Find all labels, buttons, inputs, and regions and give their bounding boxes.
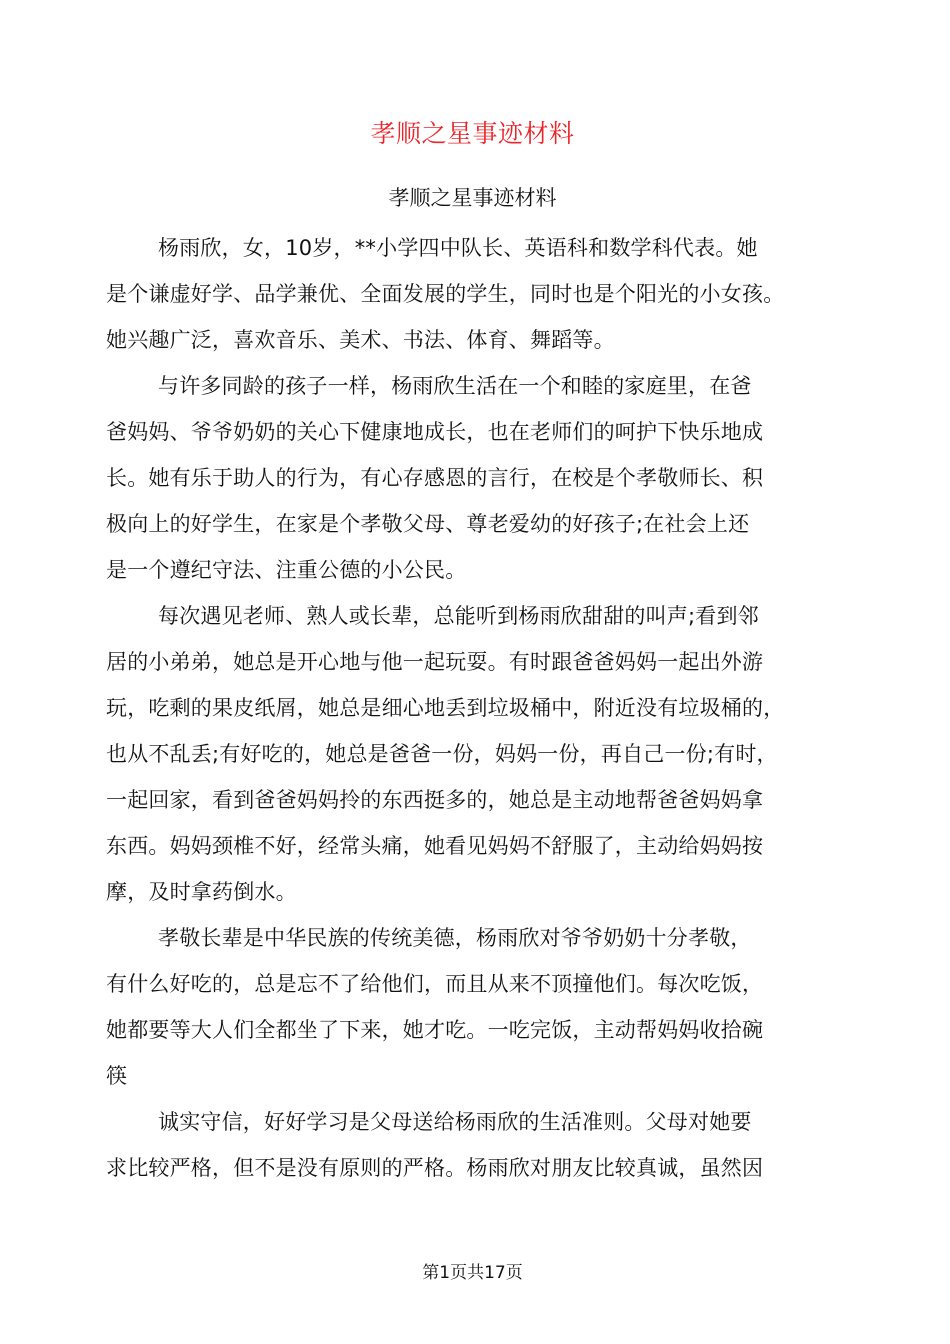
paragraph-line: 杨雨欣，女，10岁，**小学四中队长、英语科和数学科代表。她	[158, 236, 758, 260]
paragraph-line: 长。她有乐于助人的行为，有心存感恩的言行，在校是个孝敬师长、积	[106, 466, 764, 490]
document-body	[106, 225, 856, 1191]
paragraph-line: 极向上的好学生，在家是个孝敬父母、尊老爱幼的好孩子;在社会上还	[106, 512, 750, 536]
paragraph-line: 与许多同龄的孩子一样，杨雨欣生活在一个和睦的家庭里，在爸	[158, 374, 752, 398]
paragraph-line: 她都要等大人们全都坐了下来，她才吃。一吃完饭，主动帮妈妈收拾碗	[106, 1018, 764, 1042]
paragraph-line: 爸妈妈、爷爷奶奶的关心下健康地成长，也在老师们的呵护下快乐地成	[106, 420, 764, 444]
paragraph-line: 也从不乱丢;有好吃的，她总是爸爸一份，妈妈一份，再自己一份;有时，	[106, 742, 778, 766]
paragraph-line: 她兴趣广泛，喜欢音乐、美术、书法、体育、舞蹈等。	[106, 328, 615, 352]
paragraph-line: 居的小弟弟，她总是开心地与他一起玩耍。有时跟爸爸妈妈一起出外游	[106, 650, 764, 674]
page-number: 第1页共17页	[422, 1263, 523, 1283]
paragraph-line: 是一个遵纪守法、注重公德的小公民。	[106, 558, 467, 582]
paragraph-line: 一起回家，看到爸爸妈妈拎的东西挺多的，她总是主动地帮爸爸妈妈拿	[106, 788, 764, 812]
paragraph-line: 孝敬长辈是中华民族的传统美德，杨雨欣对爷爷奶奶十分孝敬，	[158, 926, 752, 950]
paragraph-line: 玩，吃剩的果皮纸屑，她总是细心地丢到垃圾桶中，附近没有垃圾桶的，	[106, 696, 785, 720]
paragraph-line: 东西。妈妈颈椎不好，经常头痛，她看见妈妈不舒服了，主动给妈妈按	[106, 834, 764, 858]
paragraph-line: 摩，及时拿药倒水。	[106, 880, 297, 904]
paragraph-line: 有什么好吃的，总是忘不了给他们，而且从来不顶撞他们。每次吃饭，	[106, 972, 764, 996]
document-subtitle: 孝顺之星事迹材料	[388, 186, 557, 210]
paragraph-line: 求比较严格，但不是没有原则的严格。杨雨欣对朋友比较真诚，虽然因	[106, 1156, 764, 1180]
paragraph-line: 筷	[106, 1064, 128, 1088]
paragraph-line: 是个谦虚好学、品学兼优、全面发展的学生，同时也是个阳光的小女孩。	[106, 282, 785, 306]
paragraph-line: 诚实守信，好好学习是父母送给杨雨欣的生活准则。父母对她要	[158, 1110, 752, 1134]
document-title: 孝顺之星事迹材料	[370, 119, 575, 148]
paragraph-line: 每次遇见老师、熟人或长辈，总能听到杨雨欣甜甜的叫声;看到邻	[158, 604, 759, 628]
